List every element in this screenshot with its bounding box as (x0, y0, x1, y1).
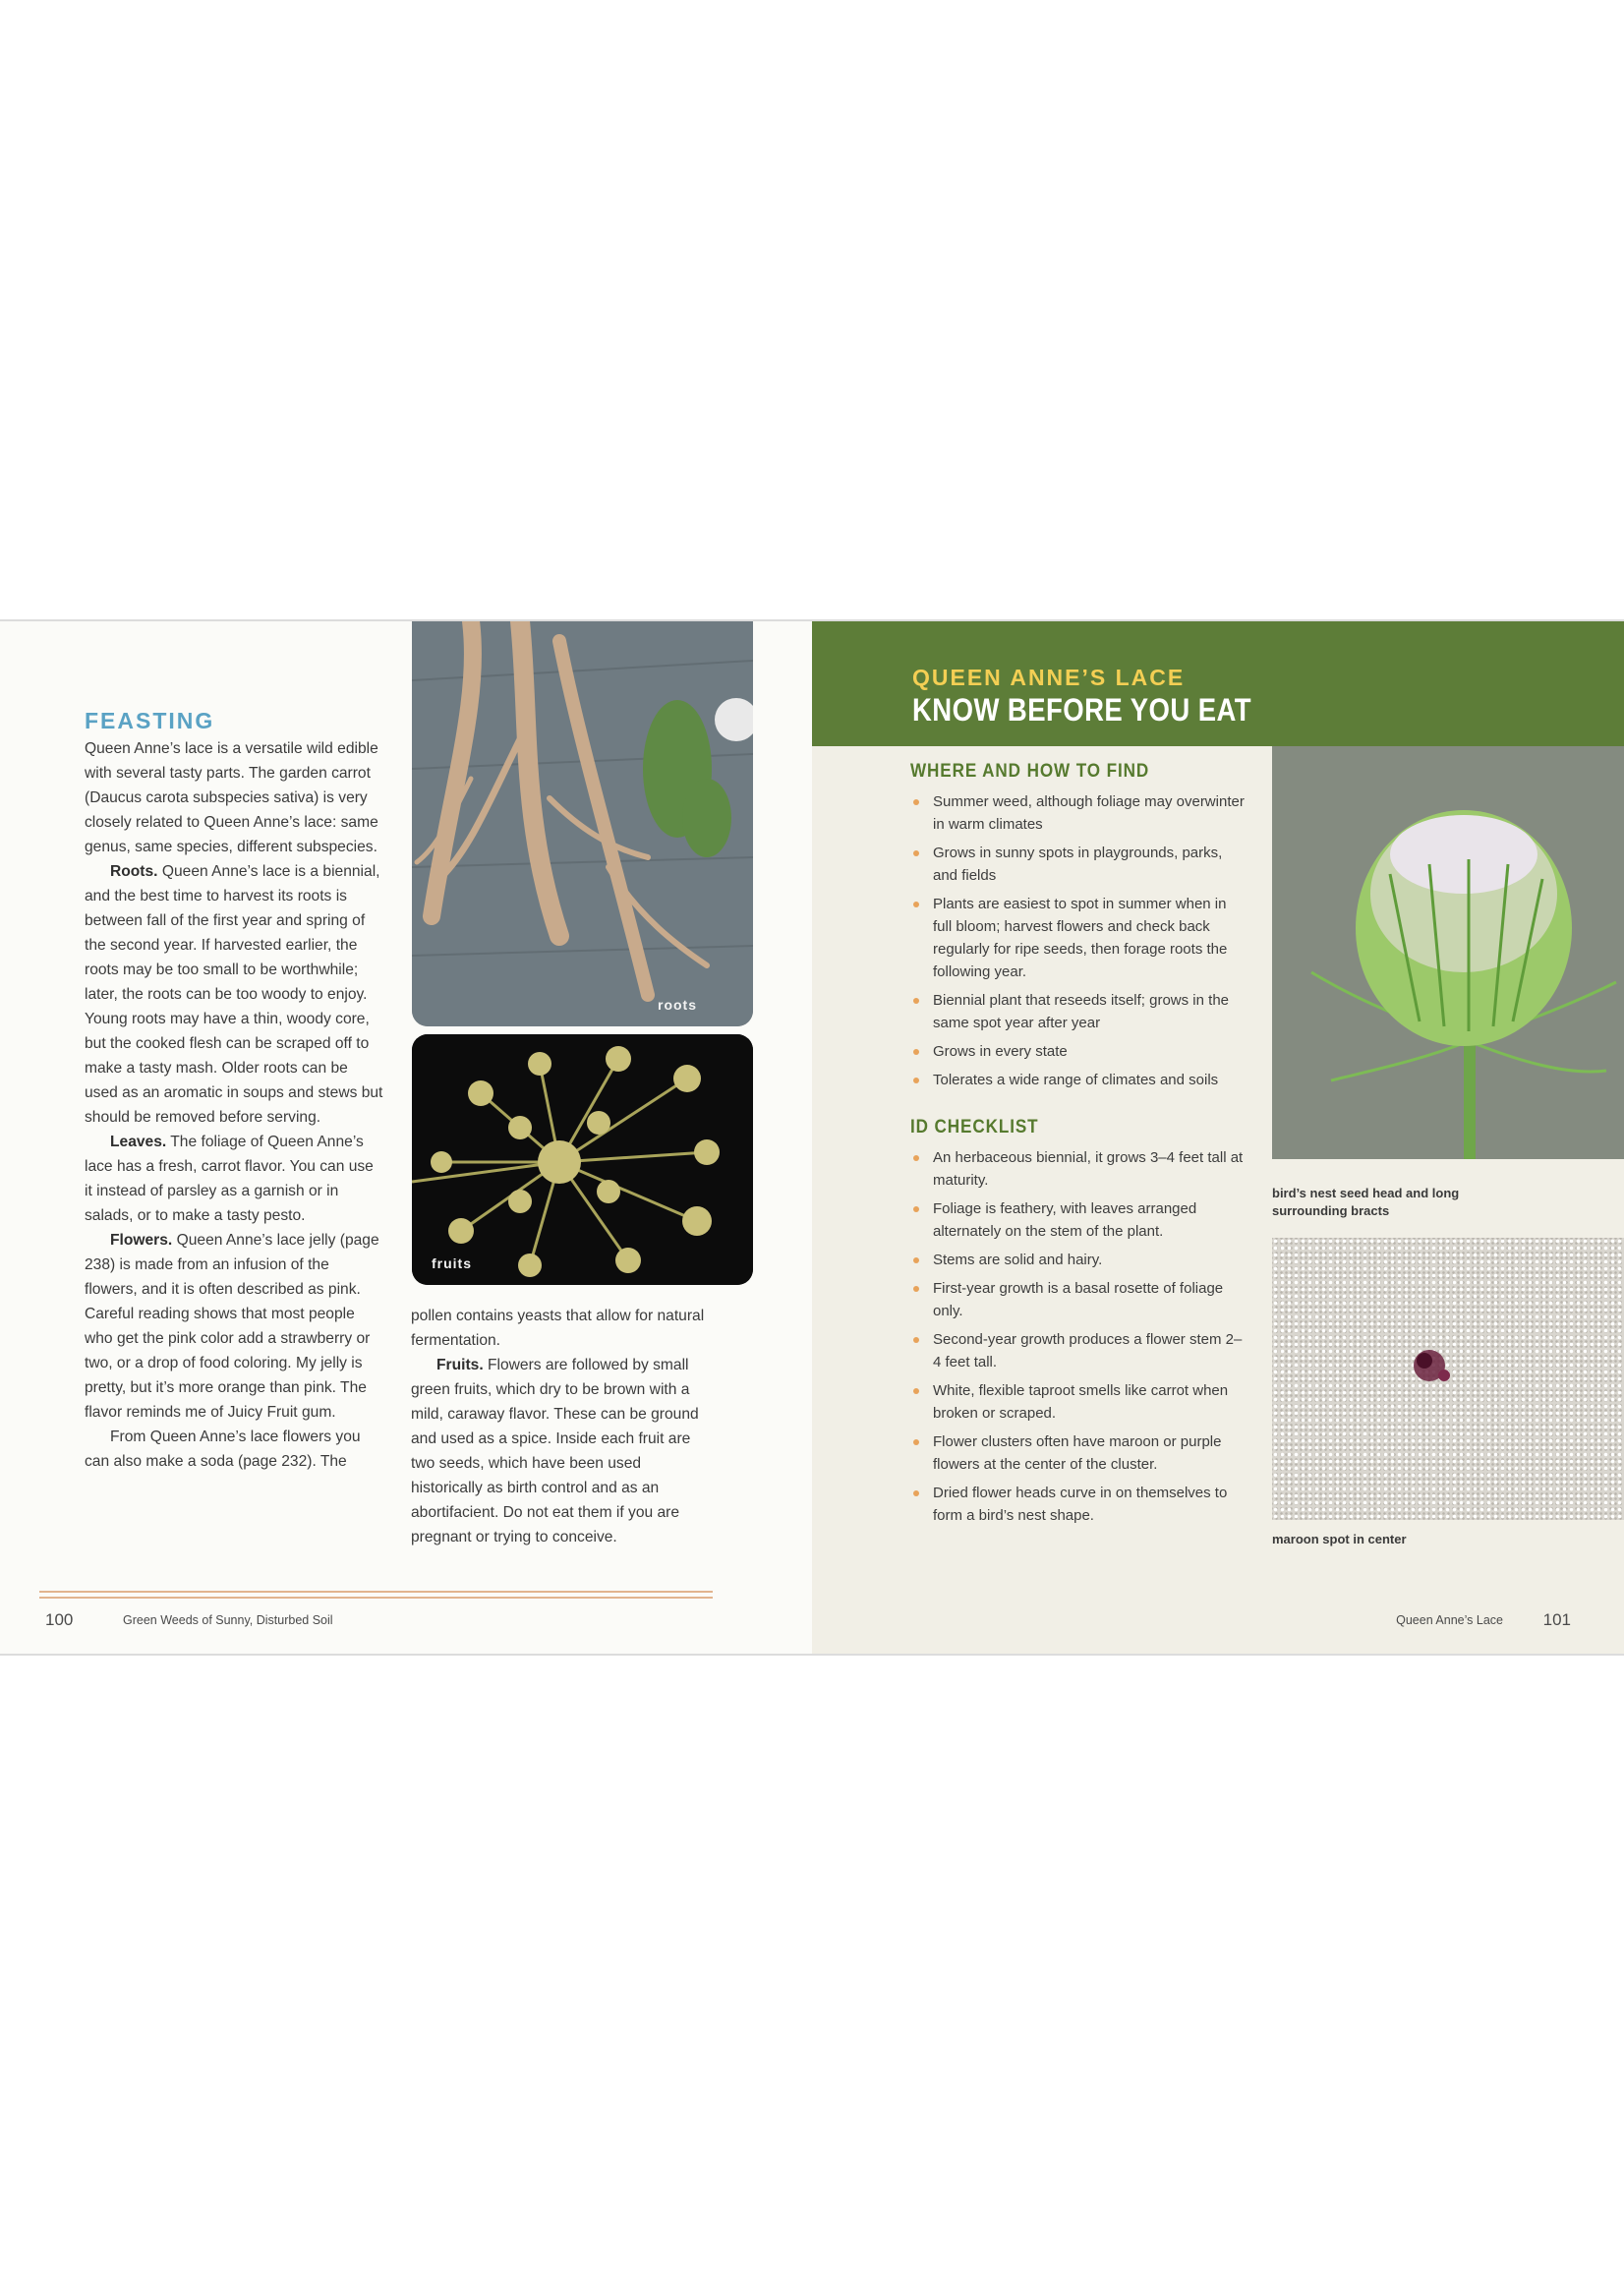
list-item: Dried flower heads curve in on themselves to form a bird’s nest shape. (910, 1482, 1245, 1527)
fruits-illustration (412, 1034, 753, 1285)
list-item: An herbaceous biennial, it grows 3–4 feet tall at maturity. (910, 1146, 1245, 1192)
bullet-icon (913, 902, 919, 907)
bullet-icon (913, 1388, 919, 1394)
feasting-heading: FEASTING (85, 708, 215, 733)
list-item: Grows in every state (910, 1040, 1245, 1063)
where-list (910, 790, 1245, 1097)
list-item: Tolerates a wide range of climates and soils (910, 1069, 1245, 1091)
paragraph: From Queen Anne’s lace flowers you can also make a soda (page 232). The (85, 1429, 361, 1470)
roots-photo (412, 621, 753, 1026)
bullet-icon (913, 1337, 919, 1343)
footer-rule (39, 1591, 713, 1593)
list-item: Stems are solid and hairy. (910, 1249, 1245, 1271)
paragraph-roots: Roots. Queen Anne’s lace is a biennial, and the best time to harvest its roots is between fall of the first year and spring of the second year. If harvested earlier, the roots may be too small to be worthwhile; later, the roots can be too woody to enjoy. Young roots may have a thin, woody core, but the cooked flesh can be scraped off to make a tasty mash. Older roots can be used as an aromatic in soups and stews but should be removed before serving. (85, 863, 383, 1126)
bullet-icon (913, 1078, 919, 1083)
page-number-left: 100 (45, 1610, 74, 1629)
paragraph-flowers: Flowers. Queen Anne’s lace jelly (page 238) is made from an infusion of the flowers, and it is often described as pink. Careful reading shows that most people who get the pink color add a strawberry or two, or a drop of food coloring. My jelly is pretty, but it’s more orange than pink. The flavor reminds me of Juicy Fruit gum. (85, 1232, 379, 1421)
bullet-icon (913, 1439, 919, 1445)
roots-illustration (412, 621, 753, 1026)
bullet-icon (913, 850, 919, 856)
bullet-icon (913, 1257, 919, 1263)
id-checklist (910, 1146, 1245, 1533)
id-checklist-heading: ID CHECKLIST (910, 1117, 1039, 1137)
text-column-2 (411, 1304, 716, 1549)
bullet-icon (913, 1206, 919, 1212)
running-head-left: Green Weeds of Sunny, Disturbed Soil (123, 1613, 333, 1627)
bullet-icon (913, 1155, 919, 1161)
bullet-icon (913, 1049, 919, 1055)
fruits-label: fruits (432, 1255, 472, 1271)
seed-head-illustration (1272, 746, 1624, 1159)
bullet-icon (913, 1490, 919, 1496)
plant-name-kicker: QUEEN ANNE’S LACE (912, 665, 1186, 690)
paragraph-fruits: Fruits. Flowers are followed by small green fruits, which dry to be brown with a mild, caraway flavor. These can be ground and used as a spice. Inside each fruit are two seeds, which have been used historically as birth control and as an abortifacient. Do not eat them if you are pregnant or trying to conceive. (411, 1357, 699, 1545)
bullet-icon (913, 1286, 919, 1292)
maroon-spot-illustration (1272, 1238, 1624, 1520)
list-item: Biennial plant that reseeds itself; grows in the same spot year after year (910, 989, 1245, 1034)
title-banner (812, 621, 1624, 746)
running-head-right: Queen Anne’s Lace (1396, 1613, 1503, 1627)
seed-head-photo (1272, 746, 1624, 1159)
list-item: First-year growth is a basal rosette of foliage only. (910, 1277, 1245, 1322)
list-item: Summer weed, although foliage may overwinter in warm climates (910, 790, 1245, 836)
paragraph: Queen Anne’s lace is a versatile wild edible with several tasty parts. The garden carrot (Daucus carota subspecies sativa) is very closely related to Queen Anne’s lace: same genus, same species, different subspecies. (85, 740, 378, 855)
footer-rule (39, 1597, 713, 1599)
left-page (0, 621, 812, 1654)
bullet-icon (913, 998, 919, 1004)
list-item: Second-year growth produces a flower stem 2–4 feet tall. (910, 1328, 1245, 1373)
list-item: Flower clusters often have maroon or purple flowers at the center of the cluster. (910, 1430, 1245, 1476)
roots-label: roots (658, 997, 697, 1013)
list-item: White, flexible taproot smells like carrot when broken or scraped. (910, 1379, 1245, 1425)
paragraph-leaves: Leaves. The foliage of Queen Anne’s lace has a fresh, carrot flavor. You can use it instead of parsley as a garnish or in salads, or to make a tasty pesto. (85, 1134, 374, 1224)
text-column-1 (85, 736, 384, 1474)
caption-seed-head: bird’s nest seed head and long surrounding bracts (1272, 1186, 1460, 1218)
list-item: Foliage is feathery, with leaves arranged alternately on the stem of the plant. (910, 1197, 1245, 1243)
bullet-icon (913, 799, 919, 805)
right-page (812, 621, 1624, 1654)
flower-cluster-photo (1272, 1238, 1624, 1520)
paragraph: pollen contains yeasts that allow for natural fermentation. (411, 1308, 705, 1349)
list-item: Grows in sunny spots in playgrounds, parks, and fields (910, 842, 1245, 887)
page-number-right: 101 (1542, 1610, 1571, 1629)
list-item: Plants are easiest to spot in summer when in full bloom; harvest flowers and check back regularly for ripe seeds, then forage roots the following year. (910, 893, 1245, 983)
banner-title: KNOW BEFORE YOU EAT (912, 692, 1252, 728)
book-spread (0, 619, 1624, 1656)
caption-maroon-spot: maroon spot in center (1272, 1532, 1407, 1546)
where-heading: WHERE AND HOW TO FIND (910, 761, 1150, 782)
fruits-photo (412, 1034, 753, 1285)
